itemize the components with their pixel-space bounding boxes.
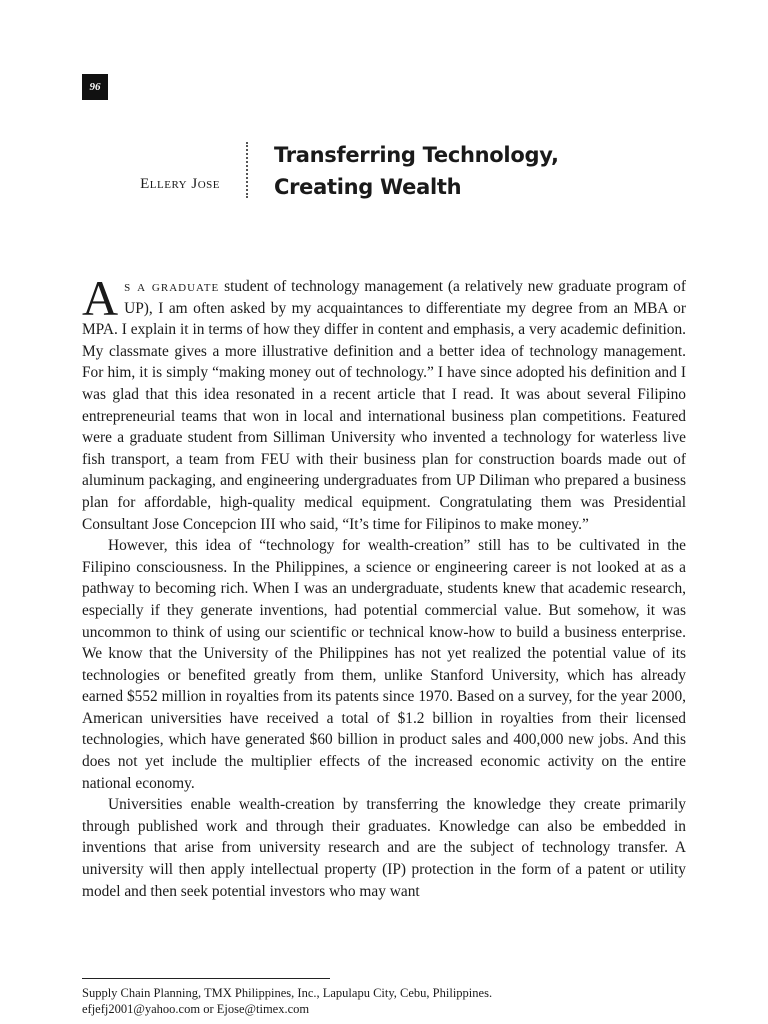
paragraph-3: Universities enable wealth-creation by transferring the knowledge they create primarily through published work and through their graduates. Knowledge can also be embedded in inventions that arise from university research and are the subject of technology transfer. A university will then apply intellectual property (IP) protection in the form of a patent or utility model and then seek potential investors who may want xyxy=(82,796,686,900)
paragraph-1-text: student of technology management (a relatively new graduate program of UP), I am often asked by my acquaintances to differentiate my degree from an MBA or MPA. I explain it in terms of how they differ in content and emphasis, a very academic definition. My classmate gives a more illustrative definition and a better idea of technology management. For him, it is simply “making money out of technology.” I have since adopted his definition and I was glad that this idea resonated in a recent article that I read. It was about several Filipino entrepreneurial teams that won in local and international business plan competitions. Featured were a graduate student from Silliman University who invented a technology for waterless live fish transport, a team from FEU with their business plan for construction boards made out of aluminum packaging, and engineering undergraduates from UP Diliman who prepared a business plan for affordable, high-quality medical equipment. Congratulating them was Presidential Consultant Jose Concepcion III who said, “It’s time for Filipinos to make money.” xyxy=(82,278,686,533)
drop-cap: A xyxy=(82,270,119,326)
footnote xyxy=(82,986,686,1017)
title-divider xyxy=(246,142,248,198)
page-number-badge xyxy=(82,74,108,100)
article-title xyxy=(274,139,674,203)
page-number: 96 xyxy=(89,81,101,93)
title-line-2: Creating Wealth xyxy=(274,175,462,199)
paragraph-2: However, this idea of “technology for wealth-creation” still has to be cultivated in the Filipino consciousness. In the Philippines, a science or engineering career is not looked at as a pathway to becoming rich. When I was an undergraduate, students knew that academic research, especially if they generate inventions, had potential commercial value. But somehow, it was uncommon to think of using our scientific or technical know-how to build a business enterprise. We know that the University of the Philippines has not yet realized the potential value of its technologies or benefited greatly from them, unlike Stanford University, which has already earned $552 million in royalties from its patents since 1970. Based on a survey, for the year 2000, American universities have received a total of $1.2 billion in royalties from their licensed technologies, which have generated $60 billion in product sales and 400,000 new jobs. And this does not yet include the multiplier effects of the increased economic activity on the entire national economy. xyxy=(82,537,686,792)
author-name: Ellery Jose xyxy=(140,176,220,192)
article-body xyxy=(82,270,686,902)
paragraph-1 xyxy=(82,270,686,535)
title-line-1: Transferring Technology, xyxy=(274,143,559,167)
footnote-email: efjefj2001@yahoo.com or Ejose@timex.com xyxy=(82,1001,310,1016)
footnote-rule xyxy=(82,978,330,979)
footnote-affiliation: Supply Chain Planning, TMX Philippines, Inc., Lapulapu City, Cebu, Philippines. xyxy=(82,986,493,1000)
lead-in-smallcaps: s a graduate xyxy=(124,278,220,295)
